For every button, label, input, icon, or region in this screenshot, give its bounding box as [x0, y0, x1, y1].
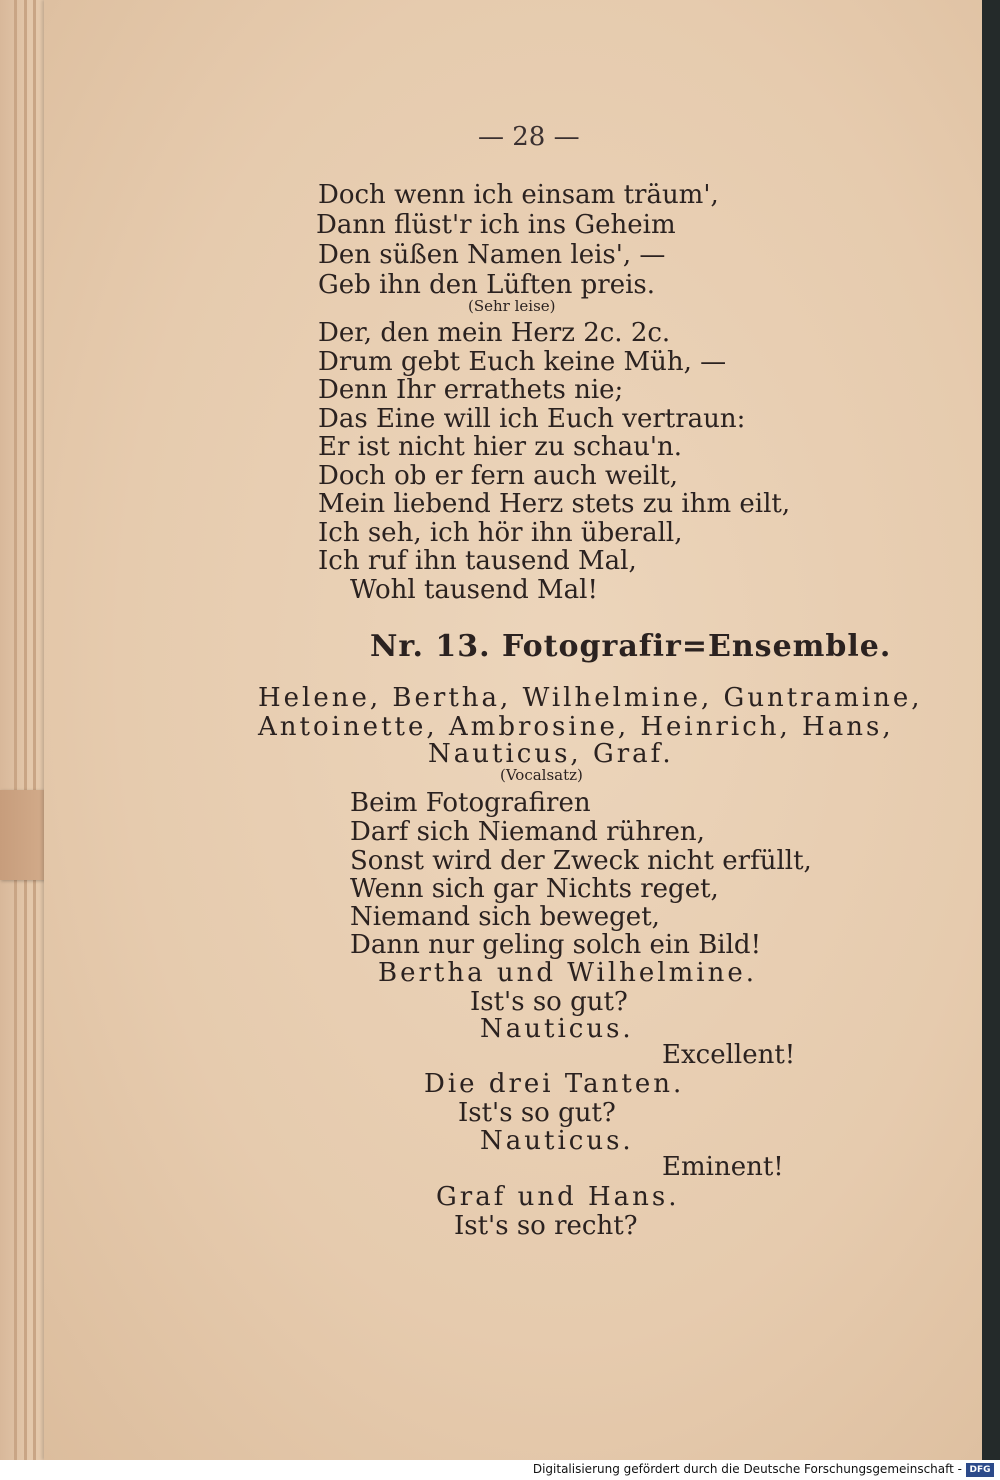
verse-line: Geb ihn den Lüften preis. [318, 270, 656, 300]
speaker-name: Graf und Hans. [436, 1182, 680, 1212]
stage-direction: (Vocalsatz) [500, 766, 583, 784]
song-line: Ist's so recht? [454, 1211, 638, 1241]
verse-line: Wohl tausend Mal! [350, 575, 598, 605]
song-line: Eminent! [662, 1152, 784, 1182]
verse-line: Mein liebend Herz stets zu ihm eilt, [318, 489, 791, 519]
speaker-name: Bertha und Wilhelmine. [378, 958, 757, 988]
footer-bar [0, 1460, 1000, 1480]
song-line: Excellent! [662, 1040, 796, 1070]
verse-line: Den süßen Namen leis', — [318, 240, 666, 270]
song-line: Beim Fotografiren [350, 788, 591, 818]
song-line: Ist's so gut? [470, 987, 628, 1017]
footer-credit: Digitalisierung gefördert durch die Deutsche Forschungsgemeinschaft - [532, 1462, 962, 1476]
character-list-line: Helene, Bertha, Wilhelmine, Guntramine, [258, 683, 923, 713]
page-edge [24, 0, 27, 1460]
stage-direction: (Sehr leise) [468, 297, 556, 315]
verse-line: Ich seh, ich hör ihn überall, [318, 518, 683, 548]
song-line: Sonst wird der Zweck nicht erfüllt, [350, 846, 812, 876]
verse-line: Denn Ihr errathets nie; [318, 375, 624, 405]
song-line: Niemand sich beweget, [350, 902, 660, 932]
song-line: Darf sich Niemand rühren, [350, 817, 705, 847]
verse-line: Dann flüst'r ich ins Geheim [316, 210, 676, 240]
verse-line: Doch wenn ich einsam träum', [318, 180, 719, 210]
verse-line: Drum gebt Euch keine Müh, — [318, 347, 727, 377]
verse-line: Ich ruf ihn tausend Mal, [318, 546, 637, 576]
page-edge [33, 0, 36, 1460]
verse-line: Er ist nicht hier zu schau'n. [318, 432, 683, 462]
song-line: Wenn sich gar Nichts reget, [350, 874, 719, 904]
character-list-line: Antoinette, Ambrosine, Heinrich, Hans, [258, 712, 894, 742]
page-number: — 28 — [478, 122, 580, 152]
verse-line: Das Eine will ich Euch vertraun: [318, 404, 746, 434]
verse-line: Der, den mein Herz 2c. 2c. [318, 318, 671, 348]
section-heading: Nr. 13. Fotografir=Ensemble. [370, 629, 892, 664]
speaker-name: Nauticus. [480, 1126, 634, 1156]
speaker-name: Nauticus. [480, 1014, 634, 1044]
song-line: Ist's so gut? [458, 1098, 616, 1128]
speaker-name: Die drei Tanten. [424, 1069, 685, 1099]
verse-line: Doch ob er fern auch weilt, [318, 461, 678, 491]
page-edge [14, 0, 17, 1460]
song-line: Dann nur geling solch ein Bild! [350, 930, 762, 960]
binding-edge [982, 0, 1000, 1460]
character-list-line: Nauticus, Graf. [428, 739, 674, 769]
dfg-logo: DFG [966, 1463, 994, 1477]
